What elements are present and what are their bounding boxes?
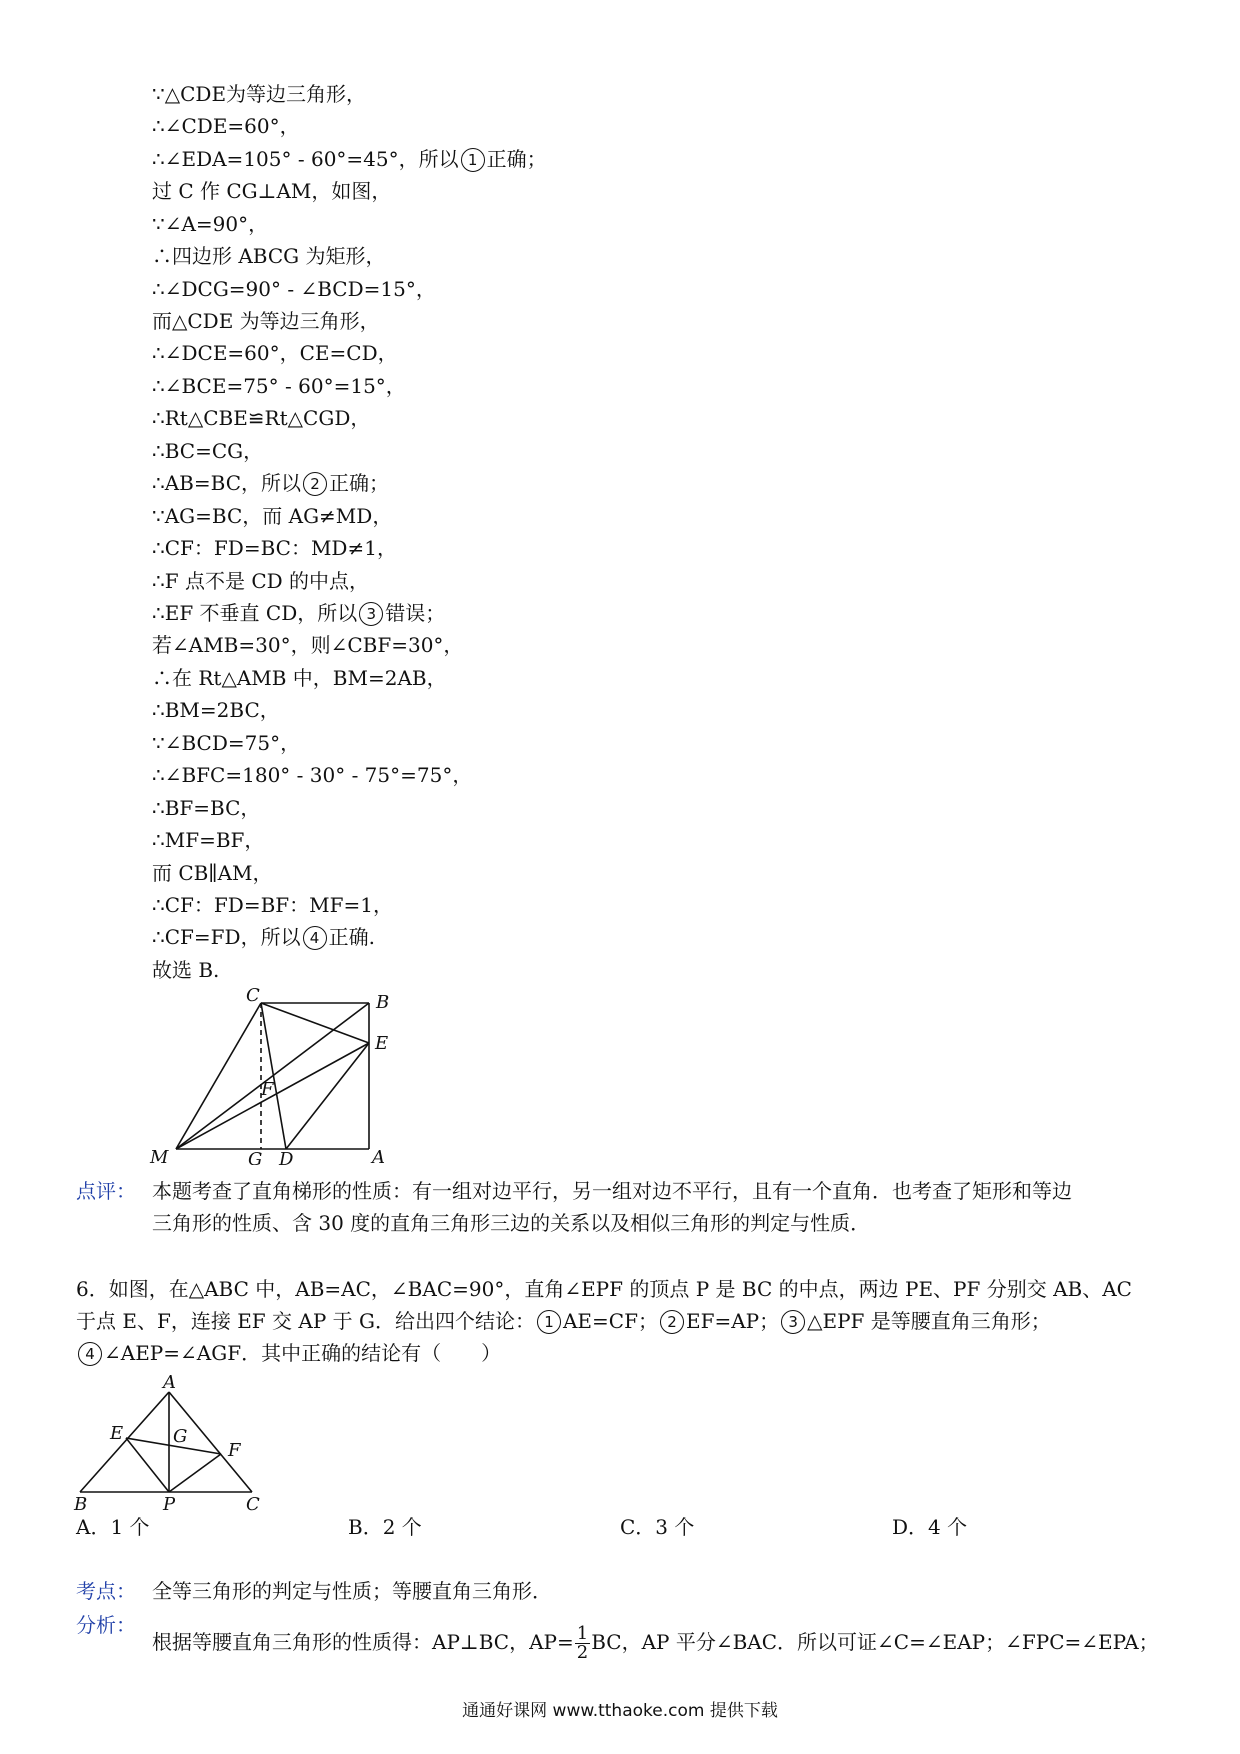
solution-line: ∴MF=BF， bbox=[152, 828, 265, 852]
solution-line-text: ∴EF 不垂直 CD，所以 bbox=[152, 601, 358, 625]
comment-text: 三角形的性质、含 30 度的直角三角形三边的关系以及相似三角形的判定与性质． bbox=[152, 1211, 871, 1235]
comment-label: 点评： bbox=[76, 1179, 136, 1203]
solution-line: ∵AG=BC，而 AG≠MD， bbox=[152, 504, 393, 528]
label-a: A bbox=[163, 1372, 176, 1393]
segment-ce bbox=[261, 1003, 369, 1043]
solution-line: ∴∠BCE=75° - 60°=15°， bbox=[152, 374, 406, 398]
fenxi-text-part: BC，AP 平分∠BAC．所以可证∠C=∠EAP；∠FPC=∠EPA； bbox=[591, 1630, 1159, 1654]
option-d: D．4 个 bbox=[892, 1515, 968, 1539]
option-a: A．1 个 bbox=[76, 1515, 150, 1539]
segment-mc bbox=[176, 1003, 261, 1149]
label-b: B bbox=[376, 992, 390, 1013]
circled-number: 3 bbox=[781, 1310, 805, 1334]
label-f: F bbox=[228, 1440, 241, 1461]
conclusion-text: ∠AEP=∠AGF．其中正确的结论有（ ） bbox=[104, 1341, 502, 1365]
solution-line-text: ∴∠EDA=105° - 60°=45°，所以 bbox=[152, 147, 459, 171]
option-b: B．2 个 bbox=[348, 1515, 422, 1539]
question-text: 于点 E、F，连接 EF 交 AP 于 G．给出四个结论： bbox=[76, 1309, 535, 1333]
label-c: C bbox=[246, 1494, 260, 1512]
solution-line: 而 CB∥AM， bbox=[152, 861, 273, 885]
solution-line bbox=[152, 924, 375, 950]
triangle-figure bbox=[70, 1372, 280, 1512]
circled-number: 1 bbox=[461, 148, 485, 172]
page-footer: 通通好课网 www.tthaoke.com 提供下载 bbox=[462, 1701, 778, 1721]
label-e: E bbox=[110, 1423, 124, 1444]
fraction-denominator: 2 bbox=[576, 1642, 589, 1663]
solution-line: ∴∠DCG=90° - ∠BCD=15°， bbox=[152, 277, 436, 301]
solution-line bbox=[152, 146, 547, 172]
fraction-one-half bbox=[575, 1625, 590, 1662]
label-f: F bbox=[261, 1079, 274, 1100]
solution-line: 过 C 作 CG⊥AM，如图， bbox=[152, 179, 392, 203]
solution-line: ∴BM=2BC， bbox=[152, 698, 280, 722]
option-c: C．3 个 bbox=[620, 1515, 695, 1539]
label-b: B bbox=[74, 1494, 88, 1512]
verdict: 正确； bbox=[486, 147, 547, 171]
verdict: 错误； bbox=[385, 601, 446, 625]
solution-line: ∴BF=BC， bbox=[152, 796, 261, 820]
fenxi-label: 分析： bbox=[76, 1613, 136, 1637]
segment-de bbox=[286, 1043, 369, 1149]
solution-line: ∴CF：FD=BC：MD≠1， bbox=[152, 536, 397, 560]
solution-line: ∵∠A=90°， bbox=[152, 212, 269, 236]
label-c: C bbox=[246, 985, 260, 1006]
solution-line-text: ∴CF=FD，所以 bbox=[152, 925, 301, 949]
solution-line: ∴F 点不是 CD 的中点， bbox=[152, 569, 370, 593]
question-6-stem bbox=[76, 1340, 501, 1366]
circled-number: 1 bbox=[537, 1310, 561, 1334]
solution-line: ∴∠BFC=180° - 30° - 75°=75°， bbox=[152, 763, 473, 787]
solution-line: ∴CF：FD=BF：MF=1， bbox=[152, 893, 393, 917]
circled-number: 4 bbox=[78, 1342, 102, 1366]
verdict: 正确； bbox=[329, 471, 389, 495]
circled-number: 3 bbox=[359, 602, 383, 626]
question-6-stem: 6．如图，在△ABC 中，AB=AC，∠BAC=90°，直角∠EPF 的顶点 P 是 BC 的中点，两边 PE、PF 分别交 AB、AC bbox=[76, 1277, 1132, 1301]
solution-line: ∴Rt△CBE≌Rt△CGD， bbox=[152, 406, 371, 430]
circled-number: 4 bbox=[303, 926, 327, 950]
solution-line bbox=[152, 600, 445, 626]
solution-line bbox=[152, 470, 389, 496]
circled-number: 2 bbox=[303, 472, 327, 496]
label-a: A bbox=[372, 1147, 385, 1165]
segment-mb bbox=[176, 1003, 369, 1149]
verdict: 正确. bbox=[328, 925, 375, 949]
solution-line: ∴在 Rt△AMB 中，BM=2AB， bbox=[152, 666, 447, 690]
conclusion-text: AE=CF； bbox=[562, 1309, 658, 1333]
conclusion-text: EF=AP； bbox=[685, 1309, 780, 1333]
solution-line: ∵△CDE为等边三角形， bbox=[152, 82, 367, 106]
solution-line: ∴四边形 ABCG 为矩形， bbox=[152, 244, 386, 268]
label-g: G bbox=[173, 1426, 188, 1447]
fenxi-text-part: 根据等腰直角三角形的性质得：AP⊥BC，AP= bbox=[152, 1630, 574, 1654]
fraction-numerator: 1 bbox=[576, 1623, 589, 1644]
label-g: G bbox=[248, 1149, 263, 1165]
fenxi-text bbox=[152, 1625, 1159, 1662]
kaodian-text: 全等三角形的判定与性质；等腰直角三角形． bbox=[152, 1579, 552, 1603]
label-d: D bbox=[279, 1149, 294, 1165]
kaodian-label: 考点： bbox=[76, 1579, 136, 1603]
segment-pf bbox=[169, 1454, 221, 1492]
segment-pe bbox=[126, 1438, 169, 1492]
comment-text: 本题考查了直角梯形的性质：有一组对边平行，另一组对边不平行，且有一个直角．也考查了矩形和等边 bbox=[152, 1179, 1072, 1203]
question-6-stem bbox=[76, 1308, 1051, 1334]
solution-line-text: ∴AB=BC，所以 bbox=[152, 471, 301, 495]
solution-line: 而△CDE 为等边三角形， bbox=[152, 309, 380, 333]
segment-ba bbox=[80, 1392, 169, 1492]
solution-line: ∵∠BCD=75°， bbox=[152, 731, 301, 755]
solution-line: ∴BC=CG， bbox=[152, 439, 264, 463]
solution-line: ∴∠CDE=60°， bbox=[152, 114, 300, 138]
conclusion-text: △EPF 是等腰直角三角形； bbox=[807, 1309, 1051, 1333]
label-m: M bbox=[150, 1147, 169, 1165]
trapezoid-figure bbox=[140, 985, 400, 1165]
label-e: E bbox=[375, 1033, 389, 1054]
solution-line: 故选 B. bbox=[152, 958, 220, 982]
solution-line: 若∠AMB=30°，则∠CBF=30°， bbox=[152, 633, 464, 657]
circled-number: 2 bbox=[660, 1310, 684, 1334]
solution-line: ∴∠DCE=60°，CE=CD， bbox=[152, 341, 398, 365]
label-p: P bbox=[163, 1494, 176, 1512]
